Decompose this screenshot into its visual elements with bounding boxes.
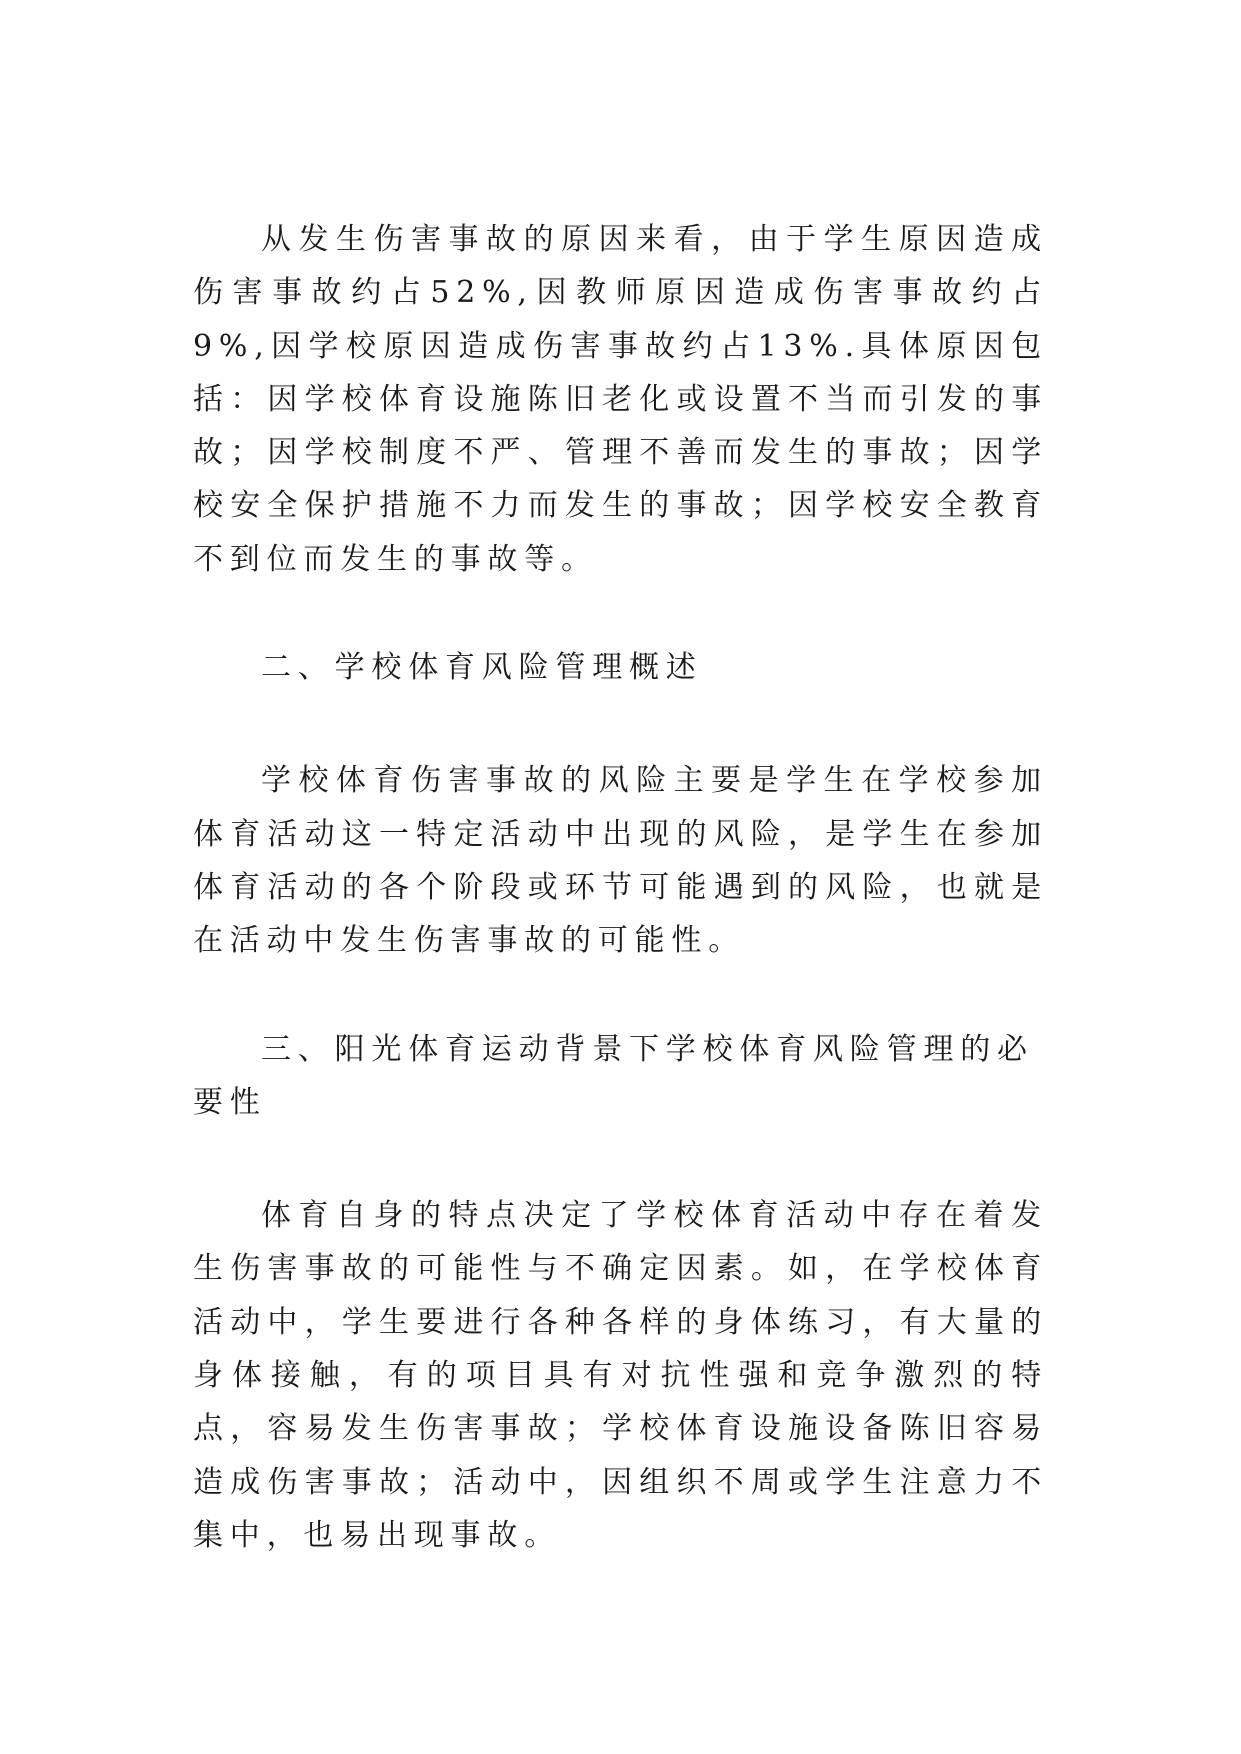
paragraph-injury-causes: 从发生伤害事故的原因来看，由于学生原因造成伤害事故约占52%,因教师原因造成伤害事故约占9%,因学校原因造成伤害事故约占13%.具体原因包括：因学校体育设施陈旧老化或设置不当而引发的事故；因学校制度不严、管理不善而发生的事故；因学校安全保护措施不力而发生的事故；因学校安全教育不到位而发生的事故等。 xyxy=(193,222,1048,577)
section-heading-necessity: 三、阳光体育运动背景下学校体育风险管理的必要性 xyxy=(193,1031,1034,1120)
paragraph-risk-definition: 学校体育伤害事故的风险主要是学生在学校参加体育活动这一特定活动中出现的风险，是学生在参加体育活动的各个阶段或环节可能遇到的风险，也就是在活动中发生伤害事故的可能性。 xyxy=(193,763,1048,959)
document-body xyxy=(193,213,1048,1562)
paragraph-sports-characteristics: 体育自身的特点决定了学校体育活动中存在着发生伤害事故的可能性与不确定因素。如，在学校体育活动中，学生要进行各种各样的身体练习，有大量的身体接触，有的项目具有对抗性强和竞争激烈的特点，容易发生伤害事故；学校体育设施设备陈旧容易造成伤害事故；活动中，因组织不周或学生注意力不集中，也易出现事故。 xyxy=(193,1198,1048,1553)
section-heading-risk-overview: 二、学校体育风险管理概述 xyxy=(261,650,703,686)
